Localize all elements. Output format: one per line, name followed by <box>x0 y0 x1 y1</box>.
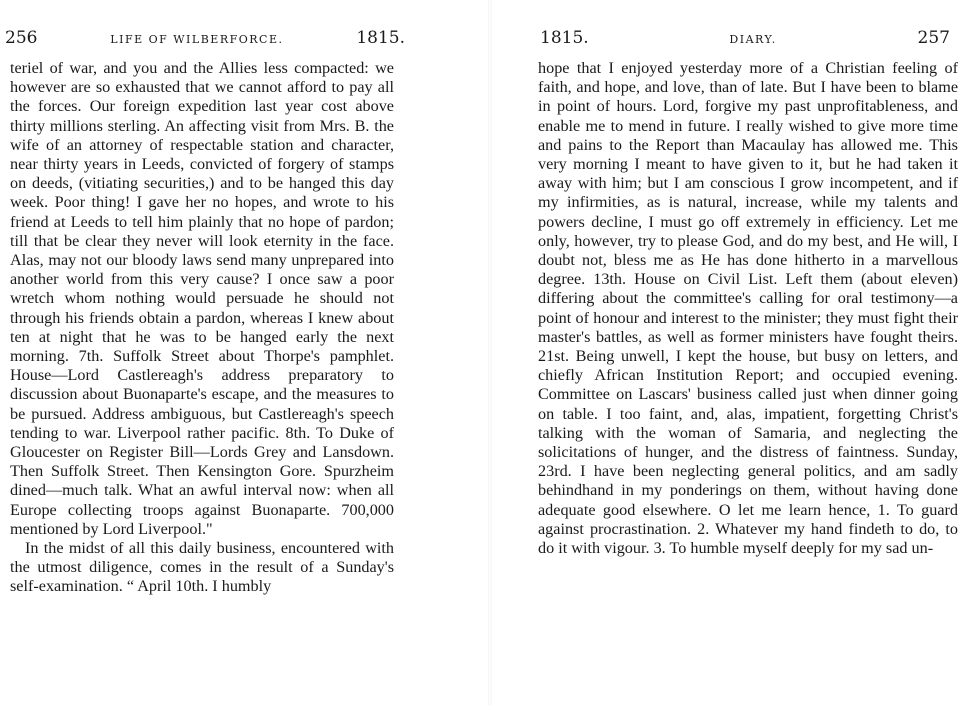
right-page <box>490 0 980 705</box>
right-page-number: 257 <box>917 28 950 48</box>
left-page-year: 1815. <box>356 28 405 48</box>
right-page-year: 1815. <box>540 28 589 48</box>
right-paragraph-1: hope that I enjoyed yesterday more of a Christian feeling of faith, and hope, and love, than of late. But I have been to blame in point of hours. Lord, forgive my past unprofitableness, and enable me to mend in future. I really wished to give more time and pains to the Report than Macaulay has allowed me. This very morning I meant to have given to it, but he had taken it away with him; but I am conscious I grow incompetent, and if my infirmities, as is natural, increase, while my talents and powers decline, I must go off extremely in efficiency. Let me only, however, try to please God, and do my best, and He will, I doubt not, bless me as He has done hitherto in a marvellous degree. 13th. House on Civil List. Left them (about eleven) differing about the committee's calling for oral testimony—a point of honour and interest to the minister; they must fight their master's battles, as well as former ministers have fought theirs. 21st. Being unwell, I kept the house, but busy on letters, and chiefly African Institution Report; and occupied evening. Committee on Lascars' business called just when dinner going on table. I too faint, and, alas, impatient, forgetting Christ's talking with the woman of Samaria, and neglecting the solicitations of hunger, and the distress of faintness. Sunday, 23rd. I have been neglecting general politics, and am sadly behindhand in my ponderings on them, without having done adequate good elsewhere. O let me learn hence, 1. To guard against procrastination. 2. Whatever my hand findeth to do, to do it with vigour. 3. To humble myself deeply for my sad un- <box>538 59 958 558</box>
left-paragraph-2: In the midst of all this daily business, encountered with the utmost diligence, comes in the result of a Sunday's self-examination. “ April 10th. I humbly <box>10 539 394 596</box>
right-running-head: DIARY. <box>729 33 777 46</box>
left-page-number: 256 <box>5 28 38 48</box>
left-page-header <box>5 28 405 50</box>
left-page-body <box>10 59 394 597</box>
right-page-body <box>538 59 958 558</box>
right-page-header <box>540 28 950 50</box>
left-running-head: LIFE OF WILBERFORCE. <box>110 33 284 46</box>
left-paragraph-1: teriel of war, and you and the Allies less compacted: we however are so exhausted that we cannot afford to pay all the forces. Our foreign expedition last year cost above thirty millions sterling. An affecting visit from Mrs. B. the wife of an attorney of respectable station and character, near thirty years in Leeds, convicted of forgery of stamps on deeds, (vitiating securities,) and to be hanged this day week. Poor thing! I gave her no hopes, and wrote to his friend at Leeds to tell him plainly that no hope of pardon; till that be clear they never will look eternity in the face. Alas, may not our bloody laws send many unprepared into another world from this very cause? I once saw a poor wretch whom nothing would persuade he should not through his friends obtain a pardon, whereas I knew about ten at night that he was to be hanged early the next morning. 7th. Suffolk Street about Thorpe's pamphlet. House—Lord Castlereagh's address preparatory to discussion about Buonaparte's escape, and the measures to be pursued. Address ambiguous, but Castlereagh's speech tending to war. Liverpool rather pacific. 8th. To Duke of Gloucester on Register Bill—Lords Grey and Lansdown. Then Suffolk Street. Then Kensington Gore. Spurzheim dined—much talk. What an awful interval now: when all Europe collecting troops against Buonaparte. 700,000 mentioned by Lord Liverpool." <box>10 59 394 538</box>
